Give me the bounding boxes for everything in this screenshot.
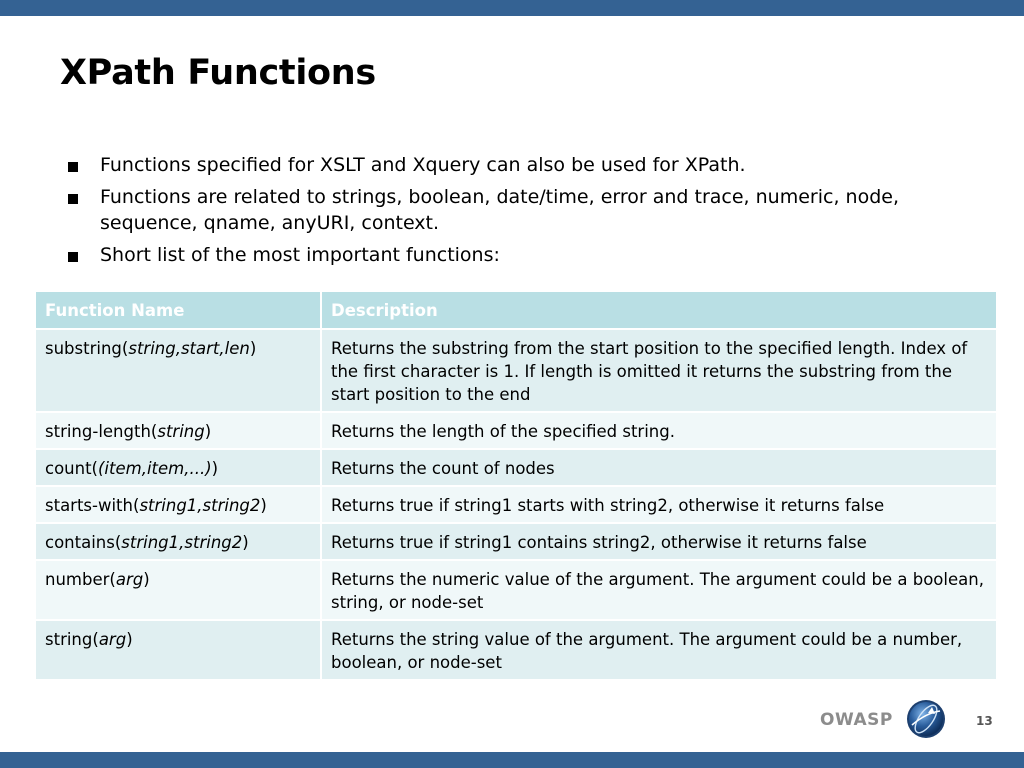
function-name: starts-with( — [45, 496, 140, 515]
page-number: 13 — [976, 714, 993, 728]
function-name-cell — [35, 560, 321, 620]
table-row — [35, 620, 997, 680]
table-row — [35, 412, 997, 449]
function-args: string,start,len — [128, 339, 250, 358]
function-description: Returns true if string1 starts with string2, otherwise it returns false — [321, 486, 997, 523]
square-bullet-icon — [68, 252, 78, 262]
table-row — [35, 329, 997, 412]
function-description: Returns the string value of the argument. The argument could be a number, boolean, or node-set — [321, 620, 997, 680]
function-name: contains( — [45, 533, 122, 552]
function-name-cell — [35, 620, 321, 680]
function-description: Returns the substring from the start position to the specified length. Index of the first character is 1. If length is omitted it returns the substring from the start position to the end — [321, 329, 997, 412]
slide-title: XPath Functions — [60, 53, 376, 93]
function-args: (item,item,...) — [98, 459, 212, 478]
function-close: ) — [242, 533, 249, 552]
bullet-item — [64, 184, 984, 236]
function-name: string( — [45, 630, 99, 649]
owasp-brand-text: OWASP — [820, 710, 893, 730]
function-args: string1,string2 — [139, 496, 261, 515]
top-decorative-bar — [0, 0, 1024, 16]
function-name-cell — [35, 449, 321, 486]
function-close: ) — [249, 339, 257, 358]
bullet-list — [64, 152, 984, 274]
function-close: ) — [204, 422, 212, 441]
bullet-text: Short list of the most important functions: — [100, 244, 500, 266]
function-args: arg — [115, 570, 144, 589]
function-args: string — [157, 422, 205, 441]
function-name: string-length( — [45, 422, 158, 441]
table-row — [35, 486, 997, 523]
function-args: arg — [98, 630, 127, 649]
function-description: Returns the numeric value of the argument. The argument could be a boolean, string, or node-set — [321, 560, 997, 620]
function-close: ) — [260, 496, 267, 515]
bullet-item — [64, 152, 984, 178]
square-bullet-icon — [68, 194, 78, 204]
table-header-row — [35, 291, 997, 329]
function-description: Returns the count of nodes — [321, 449, 997, 486]
bullet-text: Functions are related to strings, boolean, date/time, error and trace, numeric, node, sequence, qname, anyURI, context. — [100, 186, 899, 234]
function-name-cell — [35, 412, 321, 449]
bullet-item — [64, 242, 984, 268]
function-name-cell — [35, 523, 321, 560]
functions-table — [34, 290, 998, 681]
function-name: substring( — [45, 339, 129, 358]
bottom-decorative-bar — [0, 752, 1024, 768]
table-row — [35, 560, 997, 620]
function-name: count( — [45, 459, 98, 478]
owasp-globe-logo-icon — [906, 699, 946, 739]
table-row — [35, 523, 997, 560]
function-close: ) — [143, 570, 150, 589]
square-bullet-icon — [68, 162, 78, 172]
function-name-cell — [35, 486, 321, 523]
function-name: number( — [45, 570, 116, 589]
function-description: Returns true if string1 contains string2, otherwise it returns false — [321, 523, 997, 560]
header-function-name: Function Name — [35, 291, 321, 329]
function-close: ) — [211, 459, 219, 478]
bullet-text: Functions specified for XSLT and Xquery can also be used for XPath. — [100, 154, 746, 176]
function-name-cell — [35, 329, 321, 412]
function-description: Returns the length of the specified string. — [321, 412, 997, 449]
header-description: Description — [321, 291, 997, 329]
function-args: string1,string2 — [121, 533, 243, 552]
table-row — [35, 449, 997, 486]
function-close: ) — [126, 630, 133, 649]
